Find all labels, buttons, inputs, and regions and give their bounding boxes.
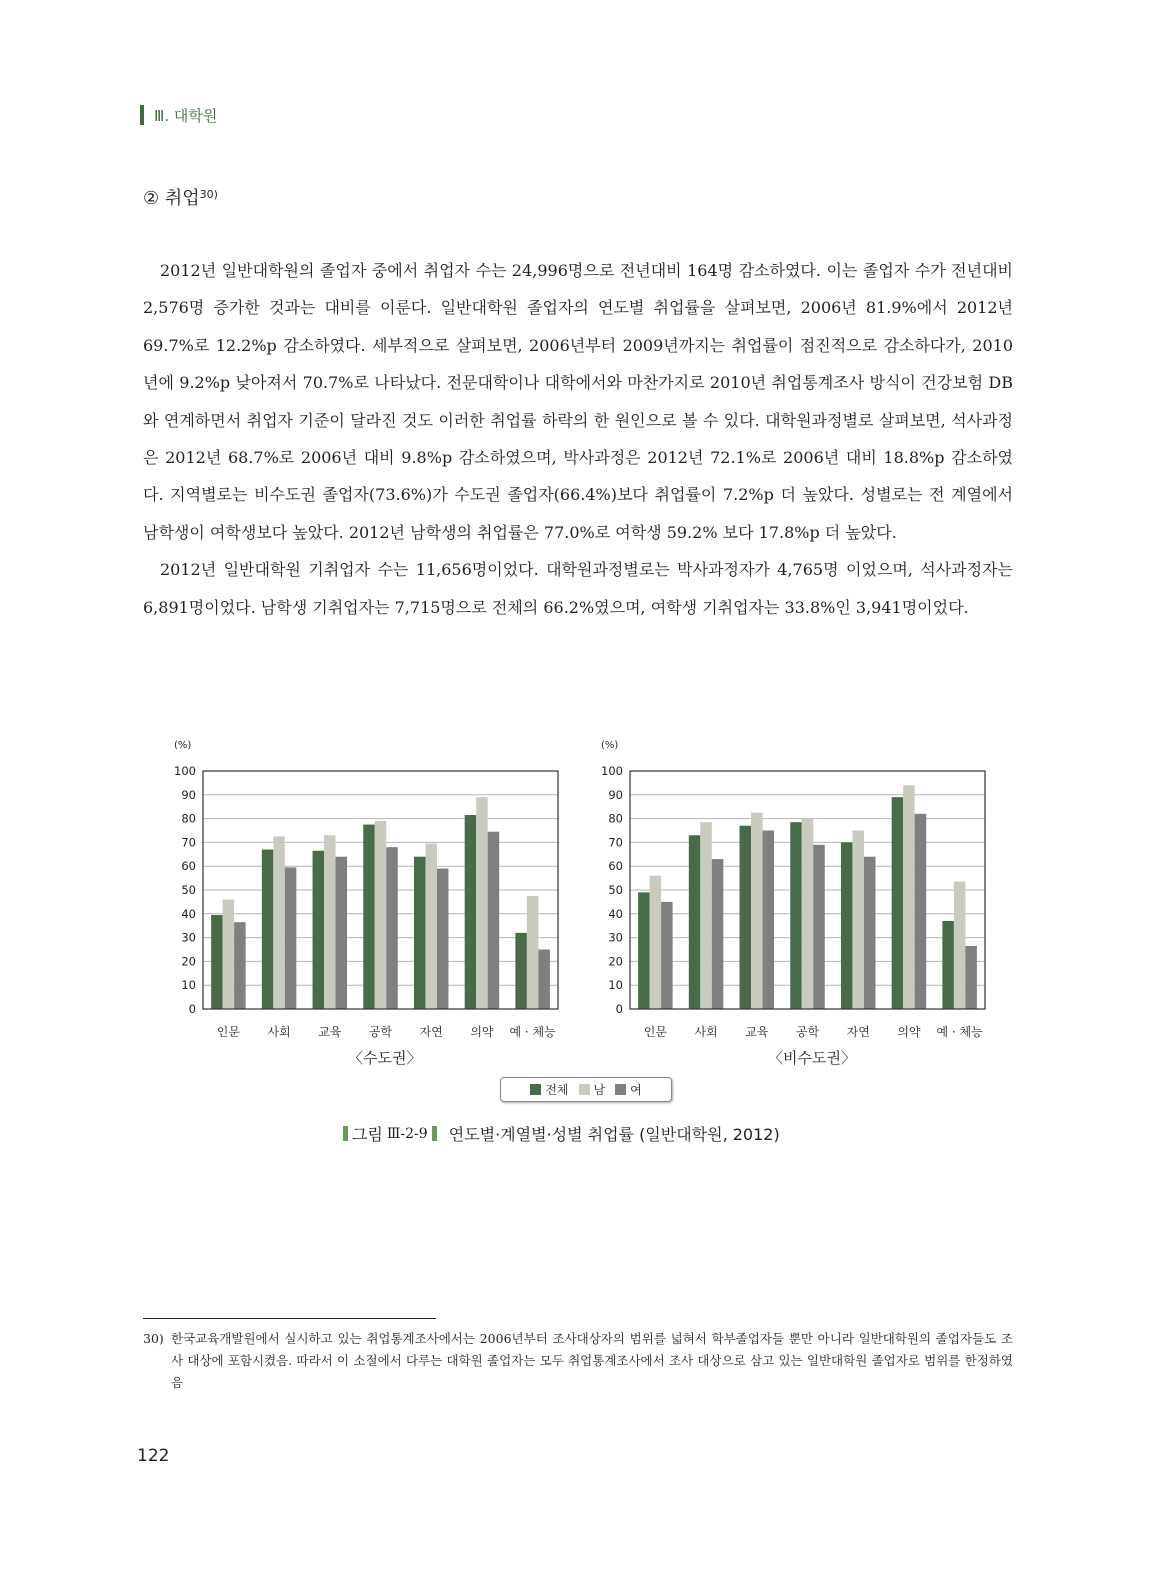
y-tick-label: 30: [608, 930, 623, 945]
page-number: 122: [137, 1446, 170, 1466]
paragraph: 2012년 일반대학원 기취업자 수는 11,656명이었다. 대학원과정별로는 박사과정자가 4,765명 이었으며, 석사과정자는 6,891명이었다. 남학생 기취업자는 7,715명으로 전체의 66.2%였으며, 여학생 기취업자는 33.8%인 3,941명이었다.: [143, 560, 1013, 617]
bar-female: [864, 857, 876, 1009]
bar-total: [211, 915, 223, 1009]
bar-female: [965, 946, 977, 1009]
x-tick-label: 사회: [267, 1025, 291, 1039]
footnote-text: 한국교육개발원에서 실시하고 있는 취업통계조사에서는 2006년부터 조사대상자의 범위를 넓혀서 학부졸업자들 뿐만 아니라 일반대학원의 졸업자들도 조사 대상에 포함시켰음. 따라서 이 소절에서 다루는 대학원 졸업자는 모두 취업통계조사에서 조사 대상으로 삼고 있는 일반대학원 졸업자로 범위를 한정하였음: [171, 1331, 1013, 1390]
y-tick-label: 0: [188, 1002, 196, 1016]
x-tick-label: 인문: [216, 1025, 240, 1039]
bar-female: [234, 922, 246, 1009]
bar-total: [465, 815, 477, 1009]
bar-total: [515, 933, 527, 1009]
y-tick-label: 40: [181, 906, 196, 921]
bar-male: [273, 836, 285, 1009]
footnote-number: 30): [143, 1331, 164, 1346]
bar-female: [763, 831, 775, 1010]
figure-caption-text: 연도별·계열별·성별 취업률 (일반대학원, 2012): [448, 1125, 780, 1144]
bar-female: [712, 859, 724, 1009]
y-tick-label: 10: [181, 978, 196, 993]
figure-label: 그림: [352, 1125, 383, 1144]
bar-total: [740, 826, 752, 1009]
x-tick-label: 공학: [795, 1025, 820, 1039]
bar-male: [650, 876, 662, 1009]
bar-total: [638, 892, 650, 1009]
paragraph: 2012년 일반대학원의 졸업자 중에서 취업자 수는 24,996명으로 전년대비 164명 감소하였다. 이는 졸업자 수가 전년대비 2,576명 증가한 것과는 대비를 이룬다. 일반대학원 졸업자의 연도별 취업률을 살펴보면, 2006년 81.9%에서 2012년 69.7%로 12.2%p 감소하였다. 세부적으로 살펴보면, 2006년부터 2009년까지는 취업률이 점진적으로 감소하다가, 2010년에 9.2%p 낮아져서 70.7%로 나타났다. 전문대학이나 대학에서와 마찬가지로 2010년 취업통계조사 방식이 건강보험 DB와 연계하면서 취업자 기준이 달라진 것도 이러한 취업률 하락의 한 원인으로 볼 수 있다. 대학원과정별로 살펴보면, 석사과정은 2012년 68.7%로 2006년 대비 9.8%p 감소하였으며, 박사과정은 2012년 72.1%로 2006년 대비 18.8%p 감소하였다. 지역별로는 비수도권 졸업자(73.6%)가 수도권 졸업자(66.4%)보다 취업률이 7.2%p 더 높았다. 성별로는 전 계열에서 남학생이 여학생보다 높았다. 2012년 남학생의 취업률은 77.0%로 여학생 59.2% 보다 17.8%p 더 높았다.: [143, 261, 1013, 542]
figure-number: Ⅲ-2-9: [386, 1125, 428, 1142]
bar-total: [790, 822, 802, 1009]
bar-total: [689, 835, 701, 1009]
legend-swatch-female: [615, 1084, 626, 1095]
chart-capital: [170, 730, 570, 1054]
x-tick-label: 예 · 체능: [509, 1025, 556, 1039]
header-label: Ⅲ. 대학원: [154, 106, 218, 125]
x-tick-label: 교육: [745, 1025, 769, 1039]
bar-total: [942, 921, 954, 1009]
y-tick-label: 50: [181, 883, 196, 897]
legend-label: 남: [593, 1083, 606, 1097]
chart-noncapital: [597, 730, 997, 1054]
legend-swatch-male: [579, 1084, 590, 1095]
y-tick-label: 0: [615, 1002, 623, 1016]
caption-marker: [432, 1126, 437, 1141]
y-tick-label: 80: [608, 811, 623, 826]
caption-marker: [343, 1126, 348, 1141]
y-unit-label: (%): [174, 740, 192, 751]
header-bar: [140, 105, 144, 125]
running-header: [140, 104, 217, 126]
x-tick-label: 의약: [470, 1025, 494, 1039]
bar-male: [375, 821, 387, 1009]
bar-female: [488, 832, 500, 1009]
x-tick-label: 공학: [368, 1025, 393, 1039]
bar-male: [324, 835, 336, 1009]
y-tick-label: 80: [181, 811, 196, 826]
legend-label: 여: [630, 1083, 642, 1097]
x-tick-label: 자연: [846, 1025, 870, 1039]
bar-total: [414, 857, 426, 1009]
chart-title-capital: 〈수도권〉: [348, 1049, 422, 1067]
bar-male: [425, 844, 437, 1009]
y-tick-label: 30: [181, 930, 196, 945]
x-tick-label: 교육: [318, 1025, 342, 1039]
legend-item-female: [615, 1081, 642, 1098]
footnote-rule: [143, 1318, 436, 1319]
y-tick-label: 40: [608, 906, 623, 921]
bar-male: [903, 785, 915, 1009]
y-tick-label: 50: [608, 883, 623, 897]
bar-female: [661, 902, 673, 1009]
chart-noncapital-svg: [597, 730, 997, 1050]
chart-title-noncapital: 〈비수도권〉: [768, 1049, 856, 1067]
bar-female: [813, 845, 825, 1009]
footnote: [143, 1328, 1013, 1394]
x-tick-label: 인문: [643, 1025, 667, 1039]
legend-swatch-total: [530, 1084, 541, 1095]
bar-male: [700, 822, 712, 1009]
bar-total: [262, 850, 274, 1009]
x-tick-label: 의약: [897, 1025, 921, 1039]
bar-male: [954, 882, 966, 1009]
bar-total: [841, 842, 853, 1009]
x-tick-label: 자연: [419, 1025, 443, 1039]
y-tick-label: 20: [181, 954, 196, 969]
y-tick-label: 90: [608, 787, 623, 802]
bar-male: [852, 831, 864, 1010]
bar-female: [437, 869, 449, 1009]
bar-male: [751, 813, 763, 1009]
bar-female: [285, 867, 297, 1009]
bar-male: [527, 896, 539, 1009]
bar-female: [336, 857, 348, 1009]
y-tick-label: 10: [608, 978, 623, 993]
figure-caption: [343, 1122, 780, 1145]
bar-male: [223, 900, 235, 1009]
x-tick-label: 예 · 체능: [936, 1025, 983, 1039]
footnote-ref: 30): [199, 188, 218, 201]
section-title: ② 취업: [143, 188, 200, 209]
y-tick-label: 90: [181, 787, 196, 802]
bar-total: [363, 825, 375, 1009]
body-text: [143, 252, 1013, 626]
chart-capital-svg: [170, 730, 570, 1050]
y-tick-label: 60: [608, 859, 623, 874]
y-tick-label: 60: [181, 859, 196, 874]
legend-label: 전체: [545, 1083, 569, 1097]
bar-male: [802, 819, 814, 1009]
bar-female: [386, 847, 398, 1009]
y-tick-label: 70: [608, 835, 623, 850]
y-unit-label: (%): [601, 740, 619, 751]
bar-total: [313, 851, 325, 1009]
bar-total: [892, 797, 904, 1009]
section-heading: [143, 184, 218, 210]
legend-item-total: [530, 1081, 568, 1098]
y-tick-label: 100: [174, 764, 196, 778]
y-tick-label: 100: [601, 764, 623, 778]
bar-female: [538, 950, 550, 1010]
y-tick-label: 20: [608, 954, 623, 969]
bar-female: [915, 814, 927, 1009]
x-tick-label: 사회: [694, 1025, 718, 1039]
legend-item-male: [579, 1081, 606, 1098]
chart-legend: [500, 1077, 672, 1102]
y-tick-label: 70: [181, 835, 196, 850]
bar-male: [476, 797, 488, 1009]
